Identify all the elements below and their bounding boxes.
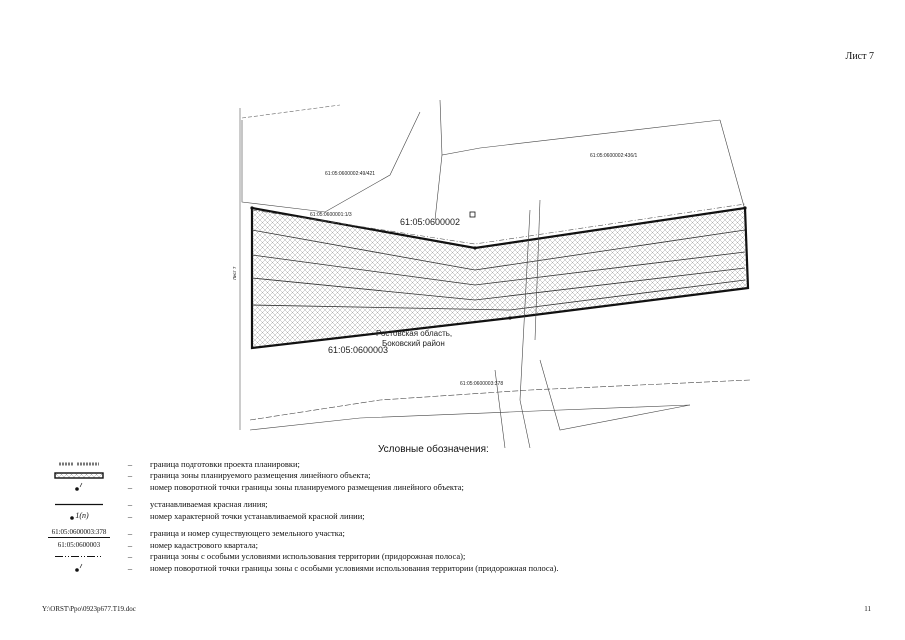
quarter-label-bottom: 61:05:0600003	[328, 345, 389, 355]
legend-item	[48, 481, 828, 493]
parcel-label-4: 61:05:0600003:378	[460, 381, 504, 387]
plan-drawing	[230, 100, 760, 448]
legend-item	[48, 499, 828, 511]
legend-dash: –	[127, 470, 133, 481]
legend-dash: –	[127, 551, 133, 562]
parcel-label-1: 61:05:0600002:49/421	[325, 171, 376, 177]
legend-item	[48, 458, 828, 470]
parcel-boundary-1	[242, 112, 420, 212]
legend-title: Условные обозначения:	[378, 444, 489, 455]
sheet-number: Лист 7	[845, 51, 874, 62]
legend-desc: граница зоны с особыми условиями использования территории (придорожная полоса);	[150, 551, 466, 562]
legend-dash: –	[127, 528, 133, 539]
legend-symbol-project-boundary	[48, 458, 110, 469]
legend-symbol-parcel	[48, 528, 110, 539]
legend-dash: –	[127, 481, 133, 492]
legend	[48, 458, 828, 574]
page-number: 11	[864, 605, 871, 613]
plan-svg	[230, 100, 760, 448]
legend-symbol-text: 61:05:0600003	[57, 540, 101, 549]
parcel-boundary-2	[440, 100, 720, 155]
legend-item	[48, 551, 828, 563]
legend-desc: граница зоны планируемого размещения линейного объекта;	[150, 470, 371, 481]
legend-desc: граница и номер существующего земельного участка;	[150, 528, 345, 539]
legend-symbol-zone-boundary	[48, 470, 110, 481]
legend-item	[48, 510, 828, 522]
legend-desc: номер характерной точки устанавливаемой красной линии;	[150, 510, 365, 521]
legend-symbol-roadside-strip	[48, 551, 110, 562]
district-label: Боковский район	[382, 339, 445, 348]
file-path: Y:\ORST\Ppo\0923p677.T19.doc	[42, 605, 136, 613]
legend-symbol-quarter	[48, 539, 110, 550]
legend-item	[48, 470, 828, 482]
legend-dash: –	[127, 499, 133, 510]
legend-symbol-zone-point	[48, 481, 110, 492]
legend-dash: –	[127, 539, 133, 550]
side-text: Лист 7	[232, 266, 237, 280]
legend-desc: номер поворотной точки границы зоны с особыми условиями использования территории (придорожная полоса).	[150, 562, 559, 573]
quarter-label-top: 61:05:0600002	[400, 217, 461, 227]
legend-item	[48, 539, 828, 551]
legend-symbol-text: 1(n)	[75, 511, 89, 521]
legend-item	[48, 562, 828, 574]
region-label: Ростовская область,	[376, 329, 453, 338]
legend-desc: устанавливаемая красная линия;	[150, 499, 268, 510]
legend-dash: –	[127, 510, 133, 521]
legend-desc: номер кадастрового квартала;	[150, 539, 258, 550]
legend-desc: граница подготовки проекта планировки;	[150, 458, 300, 469]
legend-symbol-text: 61:05:0600003:378	[48, 528, 110, 538]
legend-dash: –	[127, 562, 133, 573]
legend-dash: –	[127, 458, 133, 469]
linear-object-zone	[252, 208, 748, 348]
legend-desc: номер поворотной точки границы зоны планируемого размещения линейного объекта;	[150, 481, 464, 492]
parcel-label-2: 61:05:0600002:436/1	[590, 153, 638, 159]
legend-symbol-red-line-point	[48, 510, 110, 521]
legend-symbol-red-line	[48, 499, 110, 510]
parcel-label-3: 61:05:0600001:1/3	[310, 212, 352, 218]
legend-symbol-roadside-point	[48, 562, 110, 573]
legend-item	[48, 528, 828, 540]
